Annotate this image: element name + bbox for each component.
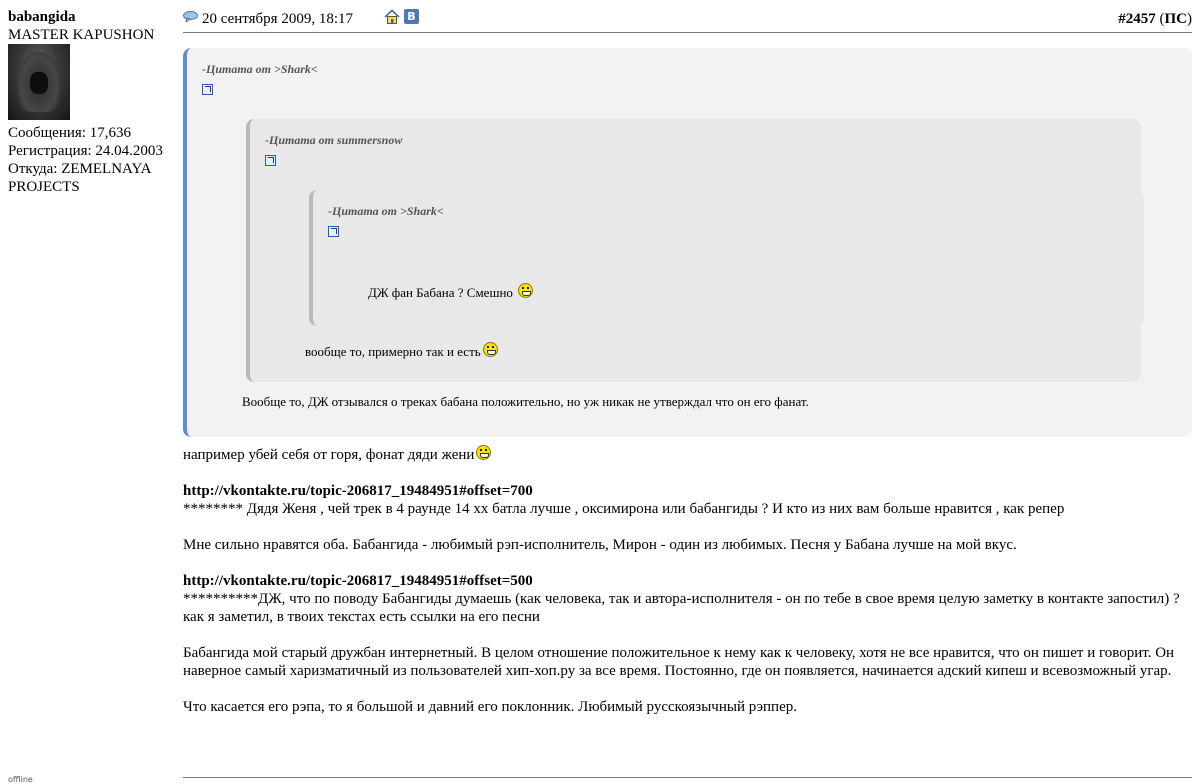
pm-link[interactable]: ПС xyxy=(1164,11,1187,27)
avatar xyxy=(8,44,70,120)
post-body xyxy=(183,445,1192,734)
grin-smiley-icon xyxy=(518,283,533,298)
post-header xyxy=(183,8,1192,33)
quote-inner-link-icon[interactable] xyxy=(328,226,339,237)
avatar-face xyxy=(30,72,48,94)
body-block-2 xyxy=(183,572,1192,626)
author-panel xyxy=(8,8,178,196)
author-nickname[interactable]: babangida xyxy=(8,9,76,25)
speech-bubble-icon xyxy=(183,11,198,22)
quote-inner-text xyxy=(368,283,533,301)
post-footer-divider xyxy=(183,777,1192,778)
quote-outer-reply: Вообще то, ДЖ отзывался о треках бабана положительно, но уж никак не утверждал что он его фанат. xyxy=(242,394,809,409)
quote-outer-header: -Цитата от >Shark< xyxy=(202,62,318,76)
author-location: Откуда: ZEMELNAYA PROJECTS xyxy=(8,161,151,195)
body-answer-3: Что касается его рэпа, то я большой и давний его поклонник. Любимый русскоязычный рэппер. xyxy=(183,699,797,715)
quote-middle-reply-text: вообще то, примерно так и есть xyxy=(305,344,481,359)
post-number-group xyxy=(1118,10,1192,28)
body-line-1-text: например убей себя от горя, фонат дяди жени xyxy=(183,447,475,463)
author-posts: Сообщения: 17,636 xyxy=(8,125,131,141)
body-answer-2: Бабангида мой старый дружбан интернетный. В целом отношение положительное к нему как к человеку, хотя не все нравится, что он пишет и говорит. Он наверное самый харизматичный из пользователей хип-хоп.ру за все время. Постоянно, где он появляется, начинается адский кипеш и всевозможный угар. xyxy=(183,645,1175,679)
status-offline: offline xyxy=(8,775,33,784)
vk-link-offset-500[interactable]: http://vkontakte.ru/topic-206817_19484951#offset=500 xyxy=(183,573,533,589)
vk-icon[interactable]: В xyxy=(404,9,419,24)
quote-outer xyxy=(183,48,1192,437)
body-answer-1: Мне сильно нравятся оба. Бабангида - любимый рэп-исполнитель, Мирон - один из любимых. Песня у Бабана лучше на мой вкус. xyxy=(183,537,1017,553)
body-line-1 xyxy=(183,445,1192,464)
neutral-smiley-icon xyxy=(483,342,498,357)
author-rank: MASTER KAPUSHON xyxy=(8,27,155,43)
vk-link-offset-700[interactable]: http://vkontakte.ru/topic-206817_19484951#offset=700 xyxy=(183,483,533,499)
quote-inner-header: -Цитата от >Shark< xyxy=(328,204,444,218)
quote-outer-link-icon[interactable] xyxy=(202,84,213,95)
body-question-1: ******** Дядя Женя , чей трек в 4 раунде 14 хх батла лучше , оксимирона или бабангиды ? И кто из них вам больше нравится , как репер xyxy=(183,501,1065,517)
post xyxy=(183,8,1192,715)
laugh-smiley-icon xyxy=(476,445,491,460)
quote-middle xyxy=(246,119,1141,382)
author-registered: Регистрация: 24.04.2003 xyxy=(8,143,163,159)
pm-paren-open: ( xyxy=(1159,11,1165,27)
body-question-2: **********ДЖ, что по поводу Бабангиды думаешь (как человека, так и автора-исполнителя - он по тебе в свое время целую заметку в контакте запостил) ? xyxy=(183,591,1180,607)
quote-middle-header: -Цитата от summersnow xyxy=(265,133,403,147)
post-number[interactable]: #2457 xyxy=(1118,11,1156,27)
pm-paren-close: ) xyxy=(1187,11,1192,27)
quote-middle-link-icon[interactable] xyxy=(265,155,276,166)
home-icon[interactable] xyxy=(384,9,400,25)
post-date: 20 сентября 2009, 18:17 xyxy=(202,11,353,27)
quote-inner-text-body: ДЖ фан Бабана ? Смешно xyxy=(368,285,513,300)
quote-inner xyxy=(309,190,1144,326)
body-block-1 xyxy=(183,482,1192,518)
body-question-2b: как я заметил, в твоих текстах есть ссылки на его песни xyxy=(183,609,540,625)
quote-middle-reply xyxy=(305,342,498,360)
